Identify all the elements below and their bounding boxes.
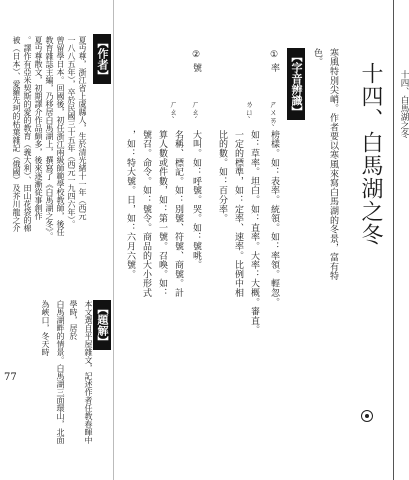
section-theme-heading: 【題解】 (93, 300, 111, 350)
item1-reading2-line2: 一定的標準，如：定率、速率。比例中相 (233, 130, 243, 298)
section-author-heading: 【作者】 (93, 34, 111, 84)
item2-char: 號 (191, 63, 201, 73)
item2-reading2-line3: 號召。命令。如：號令。商品的大小形式 (141, 130, 151, 298)
item1-reading2-pron: ㄌㄩˋ (245, 100, 254, 125)
page-gutter (113, 0, 114, 480)
item2-reading2-line2: 算人數或件數，如：第一號。召喚。如： (157, 130, 167, 298)
item1-reading1-line1: 榜樣。如：表率。統領。如：率領。輕忽。 (269, 130, 279, 307)
author-line-3: 曾留學日本。回國後，初任浙江兩級師範學校教師，後任 (56, 36, 65, 236)
theme-line-1: 本文選自平屋雜文，記述作者任教春暉中學時，居於 (69, 300, 93, 444)
item2-reading2-pron: ㄏㄠˋ (169, 100, 178, 125)
author-line-4: 教育雜誌主編，乃移居白馬湖上，撰寫了《白馬湖之冬》。 (45, 36, 54, 240)
page-title: 十四、白馬湖之冬 (358, 62, 383, 246)
intro-line-2: 色。 (312, 48, 322, 67)
item2-reading2-line4: ，如：特大號。日，如：六月六號。 (125, 130, 135, 279)
item2-reading1-pron: ㄏㄠˊ (191, 100, 200, 125)
item2-number: ② (191, 50, 201, 61)
item1-char: 率 (269, 63, 279, 73)
page-number: 77 (4, 372, 17, 383)
author-line-5: 夏丏尊散文，初期譯介作品頗多，後來逐漸從事創作 (34, 36, 43, 220)
running-head-rule (393, 0, 394, 480)
author-line-7: 被（日本）、愛羅先珂的枯葉雜記（俄國）及芥川龍之介 (12, 36, 21, 232)
item1-reading2-line1: 如：草率。坦白。如：直率。大率：大概。審直。 (249, 130, 259, 335)
item1-reading1-pron: ㄕㄨㄞˋ (269, 100, 278, 133)
author-line-1: 夏丏尊，浙江省上虞縣人，生於清光緒十一年（西元 (78, 36, 87, 220)
author-line-2: 一八八五年），卒於民國三十五年（西元一九四六年）。 (67, 36, 76, 228)
item2-reading1-line1: 大叫。如：呼號。哭。如：號咷。 (191, 130, 201, 270)
theme-line-2: 白馬湖畔的情景。白馬湖三面環山，北面為峽口，冬天時 (41, 300, 65, 444)
author-line-6: 。譯作有亞米契斯的愛的教育（義大利）、田山花袋的棉 (23, 36, 32, 232)
bullet-ring-icon (361, 410, 373, 422)
item1-number: ① (269, 50, 279, 61)
item2-reading2-line1: 名稱、標記。如：別號、符號、商號。計 (173, 130, 183, 298)
running-head: 十四、白馬湖之冬 (399, 70, 409, 138)
section-word-heading: 【字音辨識】 (287, 48, 305, 120)
item1-reading2-line3: 比的數。如：百分率。 (217, 130, 227, 223)
intro-line-1: 寒風特別尖峭。作者要以寒風來寫白馬湖的冬景，富有特 (328, 48, 338, 281)
